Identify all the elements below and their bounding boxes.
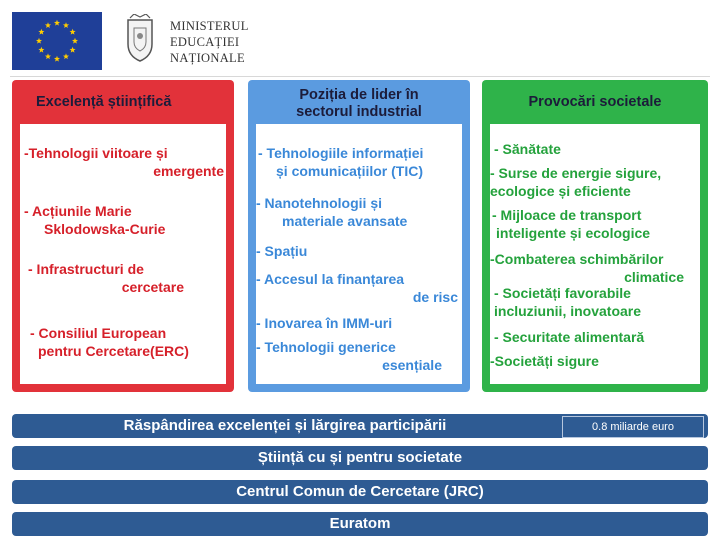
- societal-item-health: - Sănătate: [494, 141, 561, 157]
- excellent-science-panel: [20, 124, 226, 384]
- leadership-item-space: - Spațiu: [256, 243, 308, 259]
- excellence-item-marie-curie: - Acțiunile Marie Sklodowska-Curie: [24, 203, 166, 237]
- ministry-line-1: MINISTERUL: [170, 19, 249, 33]
- science-with-society-label: Știință cu și pentru societate: [257, 449, 463, 466]
- industrial-leadership-panel: [256, 124, 462, 384]
- eu-flag-icon: [12, 12, 102, 70]
- science-with-society-bar: [12, 446, 708, 470]
- leadership-item-nanotech: - Nanotehnologii și materiale avansate: [256, 195, 408, 229]
- eu-star-icon: [70, 47, 76, 53]
- eu-star-icon: [63, 53, 69, 59]
- leadership-item-risk-finance: - Accesul la finanțarea de risc: [256, 271, 458, 305]
- leadership-item-sme-innovation: - Inovarea în IMM-uri: [256, 315, 393, 331]
- societal-item-inclusive-societies: - Societăți favorabile incluziunii, inovatoare: [494, 285, 642, 319]
- industrial-leadership-title: Poziția de lider în sectorul industrial: [296, 87, 422, 120]
- societal-item-energy: - Surse de energie sigure, ecologice și eficiente: [490, 165, 662, 199]
- ministry-name: [170, 18, 249, 66]
- excellent-science-title: Excelență științifică: [36, 93, 172, 110]
- jrc-bar: [12, 480, 708, 504]
- excellent-science-pillar: [12, 80, 234, 392]
- excellence-item-infrastructures: - Infrastructuri de cercetare: [28, 261, 184, 295]
- eu-stars-icon: [12, 12, 102, 70]
- societal-item-transport: - Mijloace de transport inteligente și ecologice: [492, 207, 651, 241]
- jrc-label: Centrul Comun de Cercetare (JRC): [236, 483, 484, 500]
- excellence-item-erc: - Consiliul European pentru Cercetare(ERC): [30, 325, 189, 359]
- eu-star-icon: [72, 38, 78, 44]
- widening-participation-label: Răspândirea excelenței și lărgirea participării: [123, 417, 447, 434]
- leadership-item-ict: - Tehnologiile informației și comunicațiilor (TIC): [258, 145, 424, 179]
- eu-star-icon: [70, 29, 76, 35]
- societal-challenges-pillar: [482, 80, 708, 392]
- societal-item-climate: -Combaterea schimbărilor climatice: [490, 251, 684, 285]
- societal-item-food-security: - Securitate alimentară: [494, 329, 645, 345]
- societal-challenges-panel: [490, 124, 700, 384]
- eu-star-icon: [63, 22, 69, 28]
- header-divider: [10, 76, 710, 77]
- eu-star-icon: [45, 53, 51, 59]
- widening-participation-bar: [12, 414, 708, 438]
- leadership-item-key-enabling-tech: - Tehnologii generice esențiale: [256, 339, 442, 373]
- eu-star-icon: [36, 38, 42, 44]
- ministry-line-2: EDUCAȚIEI: [170, 35, 240, 49]
- eu-star-icon: [38, 29, 44, 35]
- societal-challenges-title: Provocări societale: [528, 93, 662, 110]
- societal-item-secure-societies: -Societăți sigure: [490, 353, 599, 369]
- ministry-coat-of-arms-icon: [120, 14, 160, 64]
- eu-star-icon: [38, 47, 44, 53]
- industrial-leadership-pillar: [248, 80, 470, 392]
- eu-star-icon: [45, 22, 51, 28]
- excellence-item-fet: -Tehnologii viitoare și emergente: [24, 145, 224, 179]
- euratom-label: Euratom: [329, 515, 391, 532]
- eu-star-icon: [54, 56, 60, 62]
- ministry-line-3: NAȚIONALE: [170, 51, 245, 65]
- eu-star-icon: [54, 20, 60, 26]
- widening-budget-box: 0.8 miliarde euro: [562, 416, 704, 438]
- euratom-bar: [12, 512, 708, 536]
